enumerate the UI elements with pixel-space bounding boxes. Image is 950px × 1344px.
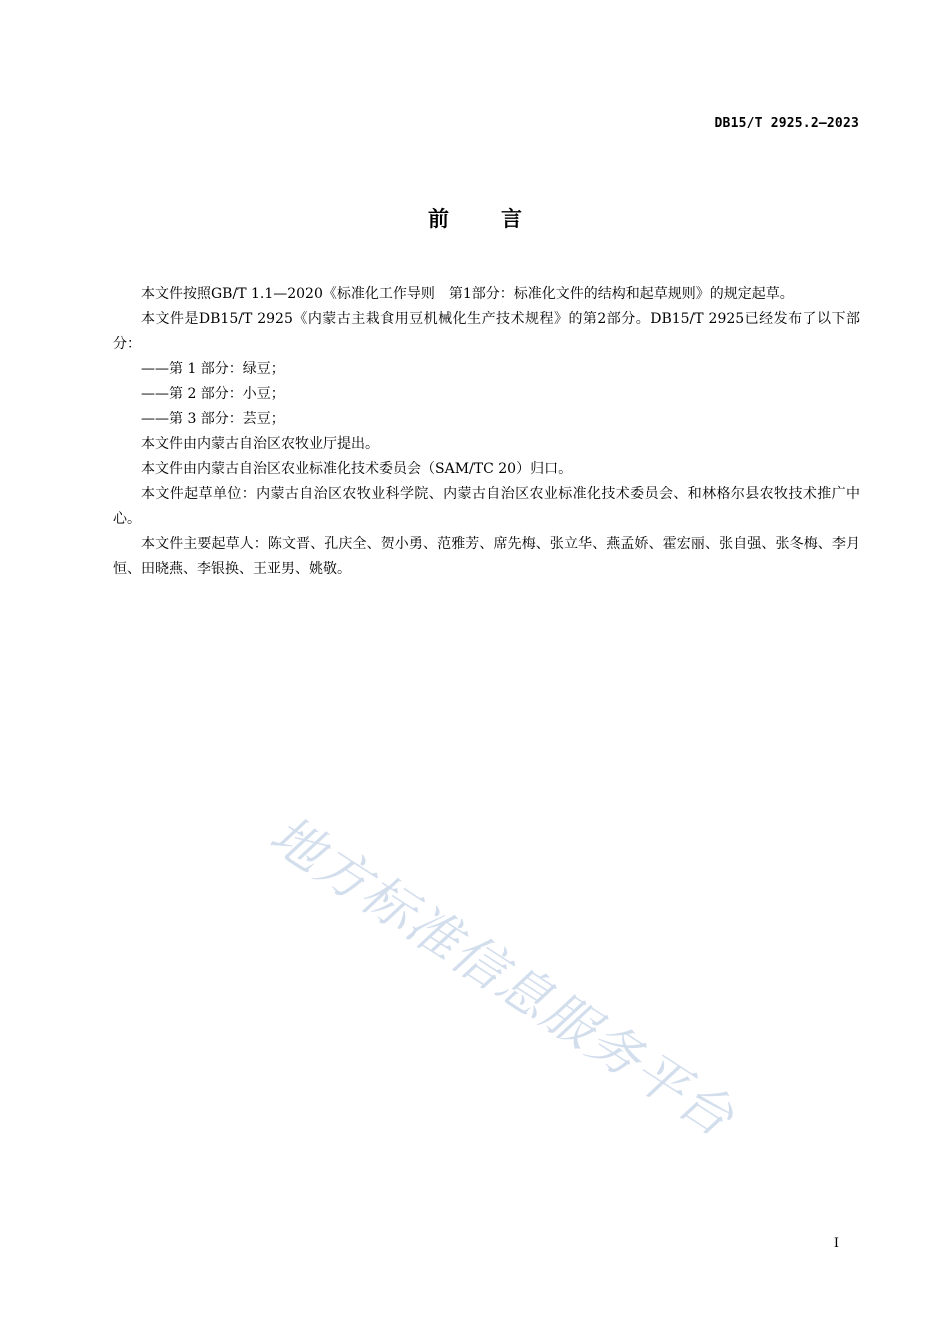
- page-number: I: [833, 1236, 839, 1251]
- paragraph-proposer: 本文件由内蒙古自治区农牧业厅提出。: [141, 436, 379, 452]
- foreword-body: [113, 282, 860, 582]
- watermark: 地方标准信息服务平台: [259, 804, 745, 1150]
- list-item-part-3: ——第 3 部分：芸豆；: [141, 411, 285, 427]
- paragraph-drafting-units: 本文件起草单位：内蒙古自治区农牧业科学院、内蒙古自治区农业标准化技术委员会、和林格尔县农牧技术推广中心。: [113, 486, 860, 527]
- document-code: DB15/T 2925.2—2023: [714, 116, 859, 131]
- paragraph-drafting-rules: 本文件按照GB/T 1.1—2020《标准化工作导则 第1部分：标准化文件的结构和起草规则》的规定起草。: [141, 286, 794, 302]
- paragraph-drafters: 本文件主要起草人：陈文晋、孔庆全、贺小勇、范雅芳、席先梅、张立华、燕孟娇、霍宏丽、张自强、张冬梅、李月恒、田晓燕、李银换、王亚男、姚敬。: [113, 536, 860, 577]
- paragraph-committee: 本文件由内蒙古自治区农业标准化技术委员会（SAM/TC 20）归口。: [141, 461, 573, 477]
- list-item-part-2: ——第 2 部分：小豆；: [141, 386, 285, 402]
- list-item-part-1: ——第 1 部分：绿豆；: [141, 361, 285, 377]
- paragraph-series-intro: 本文件是DB15/T 2925《内蒙古主栽食用豆机械化生产技术规程》的第2部分。DB15/T 2925已经发布了以下部分：: [113, 311, 860, 352]
- page-title: 前言: [428, 207, 574, 231]
